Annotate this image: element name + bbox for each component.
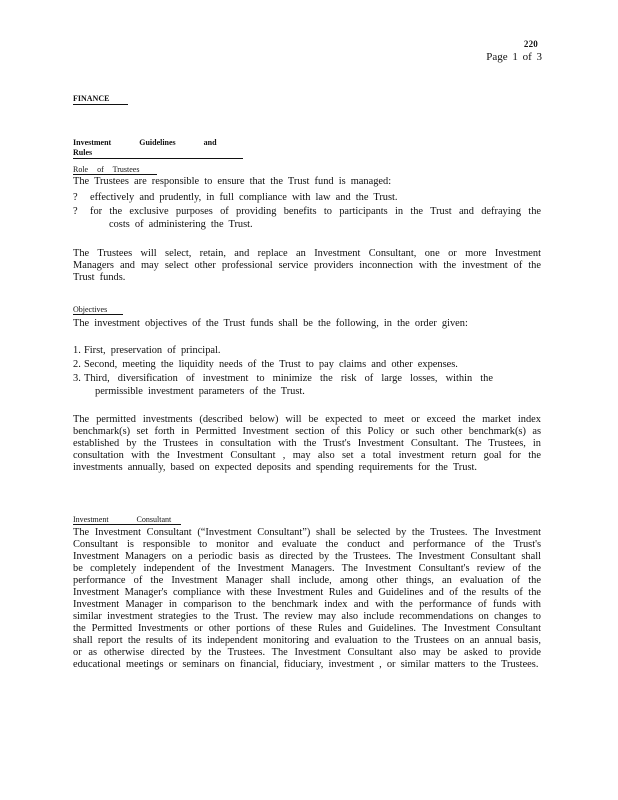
list-text: Second, meeting the liquidity needs of the Trust to pay claims and other expenses. (84, 359, 458, 370)
list-number: 3. (73, 373, 81, 384)
list-item (73, 192, 541, 204)
page-indicator: Page 1 of 3 (486, 51, 542, 63)
document-title-text: Investment Guidelines and Rules (73, 138, 217, 157)
document-title (73, 138, 243, 159)
bullet-text: for the exclusive purposes of providing benefits to participants in the Trust and defraying the (90, 206, 541, 217)
objectives-paragraph: The permitted investments (described below) will be expected to meet or exceed the market index benchmark(s) set forth in Permitted Investment section of this Policy or such other benchmark(s) as established by the Trustees in consultation with the Trust's Investment Consultant. The Trustees, in consultation with the Investment Consultant , may also set a total investment return goal for the investments annually, based on expected deposits and spending requirements for the Trust. (73, 414, 541, 473)
list-text-continued: permissible investment parameters of the Trust. (95, 386, 305, 397)
list-text: Third, diversification of investment to minimize the risk of large losses, within the (84, 373, 493, 384)
bullet-marker: ? (73, 192, 78, 203)
list-item (73, 359, 493, 371)
list-number: 2. (73, 359, 81, 370)
bullet-text: effectively and prudently, in full compliance with law and the Trust. (90, 192, 398, 203)
role-intro: The Trustees are responsible to ensure that the Trust fund is managed: (73, 176, 392, 187)
heading-investment-consultant-text: Investment Consultant (73, 515, 172, 524)
heading-objectives: Objectives (73, 305, 123, 315)
bullet-marker: ? (73, 206, 78, 217)
role-paragraph: The Trustees will select, retain, and replace an Investment Consultant, one or more Investment Managers and may select other professional service providers inconnection with the investment of the Trust funds. (73, 248, 541, 283)
objectives-intro: The investment objectives of the Trust funds shall be the following, in the order given: (73, 318, 468, 329)
section-heading-finance: FINANCE (73, 94, 128, 105)
list-item (73, 206, 541, 232)
consultant-paragraph: The Investment Consultant (“Investment Consultant”) shall be selected by the Trustees. The Investment Consultant is responsible to monitor and evaluate the conduct and performance of the Trust's Investment Managers on a periodic basis as directed by the Trustees. The Investment Consultant shall be completely independent of the Investment Managers. The Investment Consultant's review of the performance of the Investment Manager shall include, among other things, an evaluation of the Investment Manager's compliance with these Investment Rules and Guidelines and of the results of the Investment Manager in comparison to the benchmark index and with the performance of funds with similar investment strategies to the Trust. The review may also include recommendations on changes to the Permitted Investments or other portions of these Rules and Guidelines. The Investment Consultant shall report the results of its independent monitoring and evaluation to the Trustees on an annual basis, or as otherwise directed by the Trustees. The Investment Consultant also may be asked to provide educational meetings or seminars on financial, fiduciary, investment , or similar matters to the Trustees. (73, 527, 541, 670)
list-text: First, preservation of principal. (84, 345, 221, 356)
bullet-text-continued: costs of administering the Trust. (109, 219, 253, 230)
document-number: 220 (523, 39, 538, 49)
heading-role-of-trustees: Role of Trustees (73, 165, 157, 175)
list-number: 1. (73, 345, 81, 356)
list-item (73, 373, 493, 399)
heading-investment-consultant (73, 515, 181, 525)
list-item (73, 345, 493, 357)
